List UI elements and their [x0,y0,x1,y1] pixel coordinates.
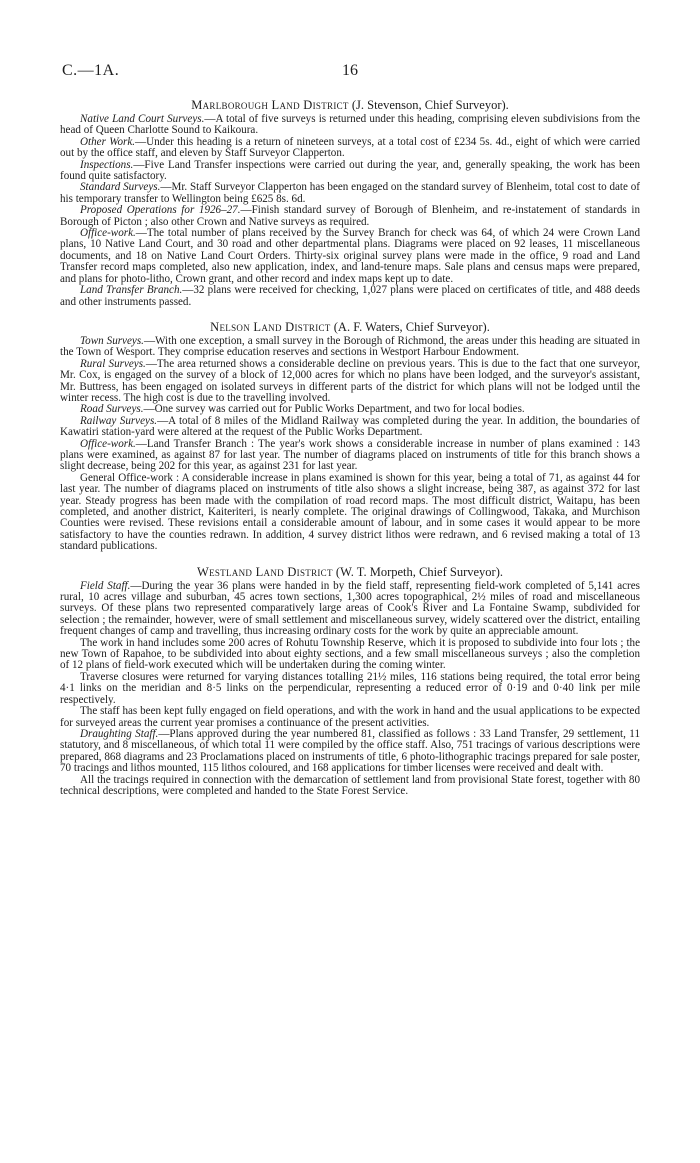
paragraph-text: All the tracings required in connection with the demarcation of settlement land from provisional State forest, together with 80 technical descriptions, were completed and handed to the State Forest Service. [60,773,640,797]
paragraph [60,638,640,672]
paragraph-lead: Rural Surveys. [80,357,146,370]
paragraph-text: —A total of 8 miles of the Midland Railway was completed during the year. In addition, the boundaries of Kawatiri station-yard were altered at the request of the Public Works Department. [60,414,641,439]
paragraph [60,439,640,473]
paragraph [60,359,640,405]
paragraph-text: General Office-work : A considerable increase in plans examined is shown for this year, being a total of 71, as against 44 for last year. The number of diagrams placed on instruments of title also shows a slight increase, being 387, as against 372 for last year. Steady progress has been made with the compilation of road record maps. The most difficult district, Waitapu, has been completed, and another district, Kaiteriteri, is nearly complete. The original drawings of Collingwood, Takaka, and Murchison Counties were revised. These revisions entail a considerable amount of labour, and in some cases it would appear to be more satisfactory to have the counties redrawn. In addition, 4 survey district lithos were redrawn, and 6 revised making a total of 13 standard publications. [60,471,640,553]
section-heading [60,98,640,113]
paragraph-lead: Road Surveys. [80,403,144,416]
paragraph-text: —During the year 36 plans were handed in by the field staff, representing field-work completed of 5,141 acres rural, 10 acres village and suburban, 45 acres town sections, 1,300 acres topographical, 2½ miles of road and miscellaneous surveys. Of these plans two represented comparatively large areas of Cook's River and La Fontaine Swamp, subdivided for selection ; the remainder, however, were of small settlement and miscellaneous survey, widely scattered over the district, entailing frequent changes of camp and travelling, thus increasing ordinary costs for the work by quite an appreciable amount. [60,579,640,638]
paragraph-text: —One survey was carried out for Public Works Department, and two for local bodies. [143,403,525,416]
paragraph [60,706,640,729]
paragraph [60,581,640,638]
document-body [60,98,640,809]
paragraph [60,182,640,205]
district-section [60,98,640,308]
page-header [62,62,638,84]
document-reference: C.—1A. [62,62,120,79]
paragraph-text: —32 plans were received for checking, 1,027 plans were placed on certificates of title, and 488 deeds and other instruments passed. [60,284,640,308]
paragraph-lead: Standard Surveys. [80,181,161,194]
paragraph-lead: Land Transfer Branch. [80,284,183,297]
section-heading [60,320,640,335]
paragraph-lead: Office-work. [80,437,136,450]
paragraph-text: —Mr. Staff Surveyor Clapperton has been engaged on the standard survey of Blenheim, total cost to date of his temporary transfer to Wellington being £625 8s. 6d. [60,181,640,205]
paragraph [60,775,640,798]
paragraph-lead: Native Land Court Surveys. [80,113,205,125]
paragraph-text: The staff has been kept fully engaged on field operations, and with the work in hand and the usual applications to be expected for surveyed areas the current year promises a continuance of the present activities. [60,705,640,729]
paragraph [60,228,640,285]
paragraph [60,729,640,775]
chief-surveyor: (J. Stevenson, Chief Surveyor). [348,98,509,112]
paragraph-lead: Draughting Staff. [80,727,159,740]
paragraph-text: —Finish standard survey of Borough of Blenheim, and re-instatement of standards in Borough of Picton ; also other Crown and Native surveys as required. [60,204,640,228]
paragraph-lead: Office-work. [80,227,136,240]
paragraph-text: —Plans approved during the year numbered 81, classified as follows : 33 Land Transfer, 29 settlement, 11 statutory, and 8 miscellaneous, of which total 11 were compiled by the office staff. Also, 751 tracings of various descriptions were prepared, 868 diagrams and 23 Proclamations placed on instruments of title, 6 photo-lithographic tracings prepared for sale poster, 70 tracings and lithos mounted, 115 lithos coloured, and 168 applications for timber licenses were received and dealt with. [60,727,640,775]
paragraph [60,473,640,553]
section-heading [60,565,640,580]
paragraph [60,114,640,137]
chief-surveyor: (A. F. Waters, Chief Surveyor). [330,319,490,334]
paragraph-lead: Field Staff. [80,579,131,592]
paragraph [60,285,640,308]
paragraph-text: —The area returned shows a considerable decline on previous years. This is due to the fact that one surveyor, Mr. Cox, is engaged on the survey of a block of 12,000 acres for which no plans have been lodged, and the surveyor's assistant, Mr. Buttress, has been engaged on isolated surveys in different parts of the district for which plans will not be lodged until the winter recess. The high cost is due to the travelling involved. [60,357,640,404]
paragraph-lead: Inspections. [80,158,134,171]
paragraph-lead: Railway Surveys. [80,414,158,427]
paragraph-lead: Proposed Operations for 1926–27. [80,204,241,217]
paragraph [60,336,640,359]
paragraph-text: —A total of five surveys is returned under this heading, comprising eleven subdivisions from the head of Queen Charlotte Sound to Kaikoura. [60,113,640,137]
district-section [60,320,640,553]
paragraph-text: —Five Land Transfer inspections were carried out during the year, and, generally speaking, the work has been found quite satisfactory. [60,158,640,183]
page-number: 16 [342,62,358,79]
district-name: Marlborough Land District [191,98,349,112]
paragraph-text: Traverse closures were returned for varying distances totalling 21½ miles, 116 stations being required, the total error being 4·1 links on the meridian and 8·5 links on the perpendicular, representing a reduced error of 0·19 and 0·40 link per mile respectively. [60,670,640,706]
paragraph [60,205,640,228]
district-name: Westland Land District [196,564,333,579]
paragraph-lead: Town Surveys. [80,334,144,347]
paragraph [60,672,640,706]
paragraph-text: The work in hand includes some 200 acres of Rohutu Township Reserve, which it is proposed to subdivide into four lots ; the new Town of Rapahoe, to be subdivided into about eighty sections, and a few small miscellaneous surveys ; also the completion of 12 plans of field-work executed which will be undertaken during the coming winter. [60,636,640,672]
district-section [60,565,640,798]
paragraph-text: —The total number of plans received by the Survey Branch for check was 64, of which 24 were Crown Land plans, 10 Native Land Court, and 30 road and other departmental plans. Diagrams were placed on 92 leases, 11 miscellaneous documents, and 18 on Native Land Court Orders. Thirty-six original survey plans were made in the office, 9 road and Land Transfer record maps completed, also new application, index, and land-tenure maps. Sale plans and census maps were prepared, and plans for photo-litho, Crown grant, and other record and index maps kept up to date. [60,227,640,285]
paragraph-lead: Other Work. [80,135,136,148]
paragraph-text: —With one exception, a small survey in the Borough of Richmond, the areas under this heading are situated in the Town of Wesport. They comprise education reserves and sections in Westport Harbour Endowment. [60,334,640,359]
paragraph [60,137,640,160]
chief-surveyor: (W. T. Morpeth, Chief Surveyor). [332,564,504,579]
paragraph [60,160,640,183]
paragraph-text: —Under this heading is a return of nineteen surveys, at a total cost of £234 5s. 4d., eight of which were carried out by the office staff, and eleven by Staff Surveyor Clapperton. [60,135,640,160]
paragraph [60,416,640,439]
paragraph-text: —Land Transfer Branch : The year's work shows a considerable increase in number of plans examined : 143 plans were examined, as against 87 for last year. The number of diagrams placed on instruments of title for this branch shows a slight decrease, being 202 for this year, as against 231 for last year. [60,437,640,473]
district-name: Nelson Land District [210,319,331,334]
